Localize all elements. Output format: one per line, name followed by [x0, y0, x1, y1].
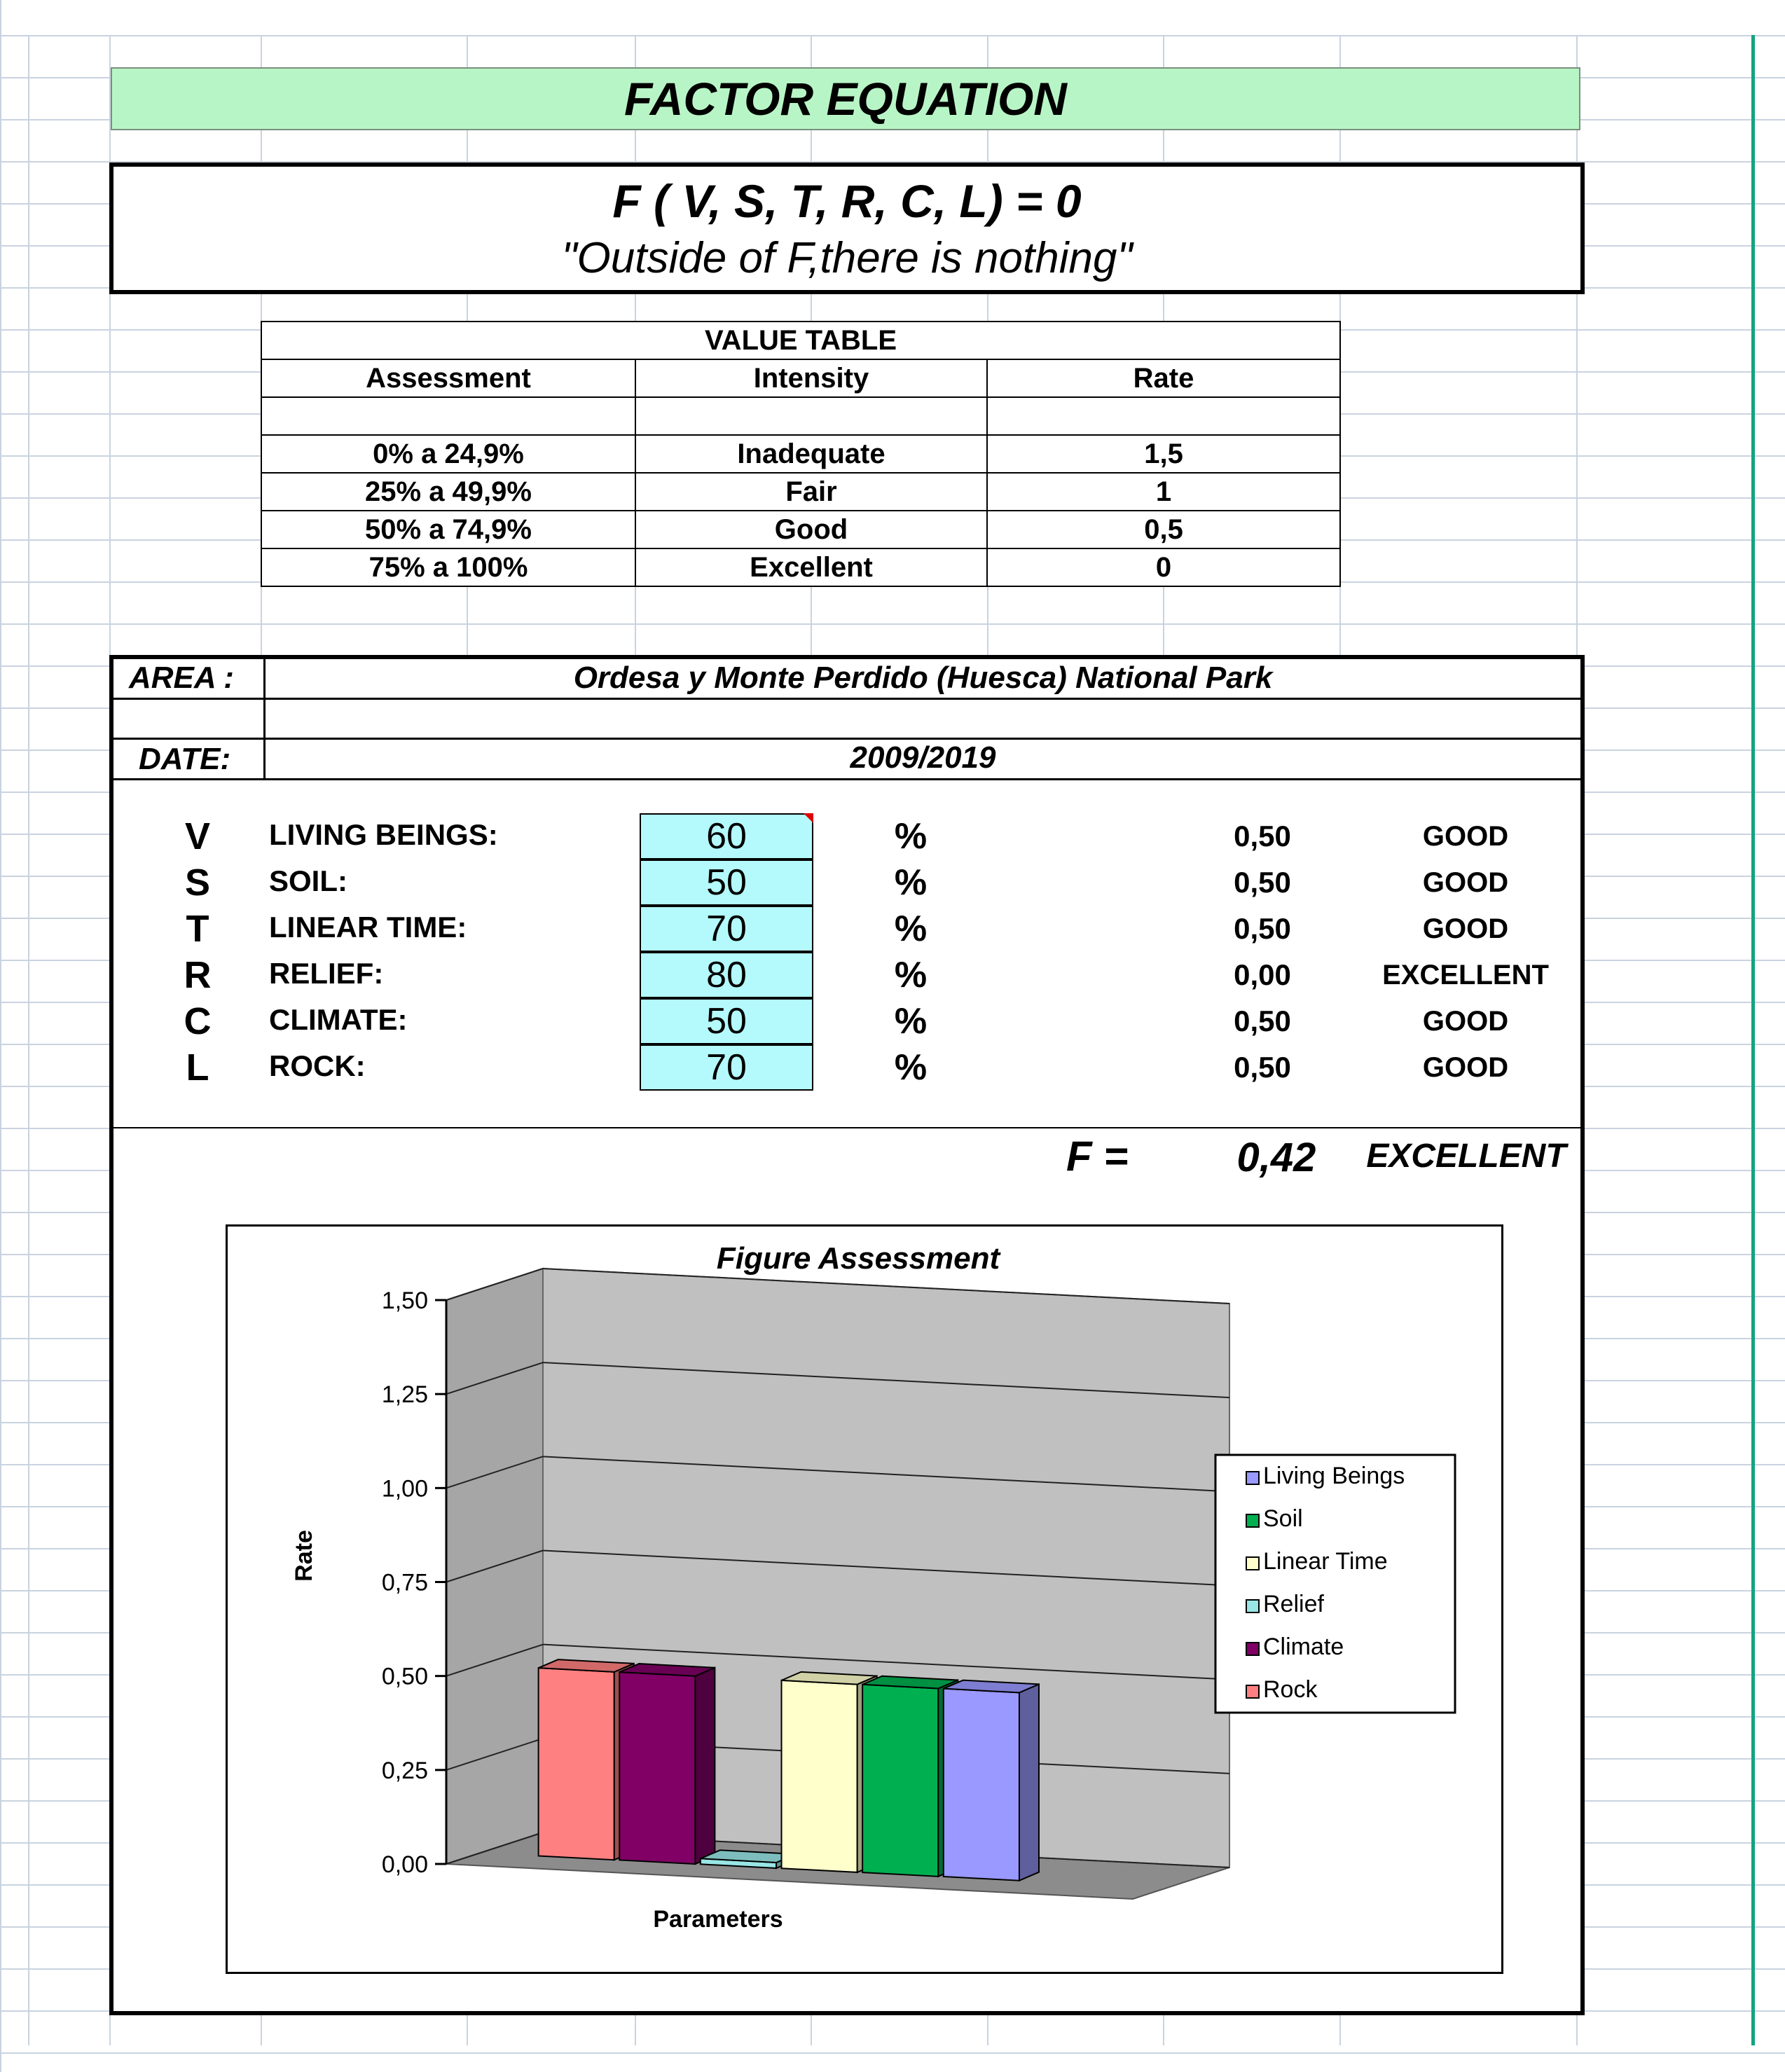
parameter-rate: 0,50 [1234, 866, 1291, 899]
value-table-cell[interactable] [635, 397, 987, 435]
chart-bars [539, 1659, 1039, 1881]
parameter-unit: % [894, 1001, 928, 1042]
parameter-row-t [113, 906, 1580, 952]
chart-tick-label: 1,00 [381, 1475, 428, 1503]
date-value[interactable]: 2009/2019 [850, 740, 996, 775]
parameter-value-input[interactable]: 50 [640, 998, 813, 1044]
chart-tick-label: 0,75 [381, 1569, 428, 1596]
chart-legend-entry: Climate [1263, 1634, 1344, 1660]
chart-legend-entry: Soil [1263, 1505, 1303, 1532]
parameter-grade: GOOD [1422, 1052, 1509, 1083]
value-table-cell[interactable]: Inadequate [635, 435, 987, 473]
chart-legend-swatch [1246, 1600, 1259, 1612]
chart-title: Figure Assessment [716, 1241, 1000, 1276]
value-table-header[interactable]: Assessment [261, 359, 635, 397]
grid-column-line [28, 35, 29, 2045]
sheet-right-edge [1751, 35, 1755, 2045]
chart-bar-front [944, 1689, 1019, 1881]
area-value[interactable]: Ordesa y Monte Perdido (Huesca) National Park [573, 661, 1273, 695]
comment-indicator-icon[interactable] [804, 813, 813, 823]
chart-legend-swatch [1246, 1557, 1259, 1570]
parameter-name: RELIEF: [269, 957, 384, 990]
chart-legend-swatch [1246, 1685, 1259, 1698]
parameter-row-s [113, 859, 1580, 906]
chart-bar-front [862, 1685, 938, 1877]
parameter-grade: GOOD [1422, 913, 1509, 944]
chart-tick-label: 0,25 [381, 1757, 428, 1784]
parameter-grade: GOOD [1422, 821, 1509, 852]
area-label[interactable]: AREA : [129, 661, 234, 695]
chart-bar-front [782, 1680, 857, 1872]
equation-box[interactable] [109, 163, 1585, 294]
result-value[interactable]: 0,42 [1236, 1135, 1316, 1180]
value-table-cell[interactable]: 75% a 100% [261, 548, 635, 586]
parameter-name: LIVING BEINGS: [269, 818, 498, 851]
chart-tick-label: 1,25 [381, 1381, 428, 1409]
chart-legend-entry: Linear Time [1263, 1548, 1388, 1575]
parameter-letter: V [184, 815, 211, 857]
parameter-unit: % [894, 862, 928, 903]
value-table-cell[interactable]: 0,5 [987, 511, 1340, 548]
value-table-cell[interactable]: 25% a 49,9% [261, 473, 635, 511]
value-table-cell[interactable]: Fair [635, 473, 987, 511]
parameter-letter: T [186, 908, 209, 950]
value-table-title[interactable]: VALUE TABLE [261, 322, 1340, 359]
chart-tick-label: 0,50 [381, 1663, 428, 1690]
parameter-name: LINEAR TIME: [269, 911, 467, 944]
chart-legend-box [1215, 1455, 1455, 1713]
figure-assessment-chart[interactable] [226, 1224, 1503, 1974]
parameter-row-r [113, 952, 1580, 998]
parameter-name: CLIMATE: [269, 1003, 408, 1036]
chart-y-axis [382, 1287, 446, 1878]
value-table [261, 321, 1341, 587]
chart-bar-front [539, 1668, 614, 1860]
value-table-cell[interactable]: 0% a 24,9% [261, 435, 635, 473]
row-divider [113, 698, 1580, 700]
chart-legend-swatch [1246, 1514, 1259, 1527]
value-table-cell[interactable] [987, 397, 1340, 435]
row-divider [113, 778, 1580, 780]
value-table-cell[interactable]: Excellent [635, 548, 987, 586]
value-table-cell[interactable]: 1 [987, 473, 1340, 511]
chart-canvas [228, 1227, 1501, 1972]
parameter-unit: % [894, 816, 928, 857]
parameter-value-input[interactable]: 50 [640, 859, 813, 906]
equation-formula: F ( V, S, T, R, C, L) = 0 [612, 175, 1082, 227]
parameter-unit: % [894, 955, 928, 995]
parameter-letter: L [186, 1047, 209, 1089]
column-divider [263, 659, 266, 778]
parameter-unit: % [894, 1047, 928, 1088]
chart-tick-label: 0,00 [381, 1851, 428, 1878]
value-table-cell[interactable] [261, 397, 635, 435]
parameter-name: SOIL: [269, 864, 347, 897]
table-row [261, 548, 1340, 586]
parameter-grade: EXCELLENT [1382, 960, 1549, 990]
parameter-value-input[interactable]: 60 [640, 813, 813, 859]
row-divider [113, 738, 1580, 740]
chart-bar-climate [619, 1664, 715, 1864]
parameter-row-c [113, 998, 1580, 1044]
value-table-header[interactable]: Intensity [635, 359, 987, 397]
value-table-cell[interactable]: 50% a 74,9% [261, 511, 635, 548]
row-divider [113, 1127, 1580, 1128]
parameter-rate: 0,50 [1234, 912, 1291, 945]
parameter-grade: GOOD [1422, 1006, 1509, 1037]
chart-legend[interactable] [1215, 1455, 1455, 1713]
chart-bar-side [1019, 1684, 1039, 1880]
parameter-rate: 0,50 [1234, 1004, 1291, 1037]
parameter-letter: R [184, 954, 212, 996]
parameter-letter: S [184, 862, 211, 904]
parameter-rate: 0,50 [1234, 1051, 1291, 1084]
chart-y-axis-label: Rate [291, 1530, 317, 1582]
chart-tick-label: 1,50 [381, 1287, 428, 1314]
value-table-cell[interactable]: Good [635, 511, 987, 548]
table-row [261, 473, 1340, 511]
parameter-grade: GOOD [1422, 867, 1509, 898]
table-row [261, 511, 1340, 548]
chart-legend-swatch [1246, 1472, 1259, 1484]
chart-legend-swatch [1246, 1643, 1259, 1655]
chart-bar-side [695, 1668, 715, 1864]
parameter-value-input[interactable]: 70 [640, 906, 813, 952]
equation-quote: "Outside of F,there is nothing" [561, 234, 1133, 282]
chart-legend-entry: Rock [1263, 1676, 1318, 1703]
parameter-unit: % [894, 909, 928, 949]
parameter-row-l [113, 1044, 1580, 1091]
value-table-cell[interactable]: 0 [987, 548, 1340, 586]
chart-bar-living-beings [944, 1680, 1039, 1881]
chart-x-axis-label: Parameters [653, 1906, 783, 1933]
chart-bar-front [619, 1672, 695, 1864]
parameter-rate: 0,50 [1234, 820, 1291, 852]
value-table-header[interactable]: Rate [987, 359, 1340, 397]
chart-legend-entry: Relief [1263, 1591, 1324, 1617]
result-label: F = [1066, 1133, 1129, 1180]
parameter-row-v [113, 813, 1580, 859]
parameter-value-input[interactable]: 70 [640, 1044, 813, 1091]
parameter-name: ROCK: [269, 1049, 366, 1082]
parameter-letter: C [184, 1000, 212, 1042]
date-label[interactable]: DATE: [139, 742, 231, 776]
chart-legend-entry: Living Beings [1263, 1463, 1405, 1489]
parameter-rate: 0,00 [1234, 958, 1291, 991]
sheet-title[interactable]: FACTOR EQUATION [111, 67, 1580, 130]
value-table-cell[interactable]: 1,5 [987, 435, 1340, 473]
result-grade[interactable]: EXCELLENT [1366, 1138, 1566, 1175]
table-row [261, 435, 1340, 473]
parameter-value-input[interactable]: 80 [640, 952, 813, 998]
